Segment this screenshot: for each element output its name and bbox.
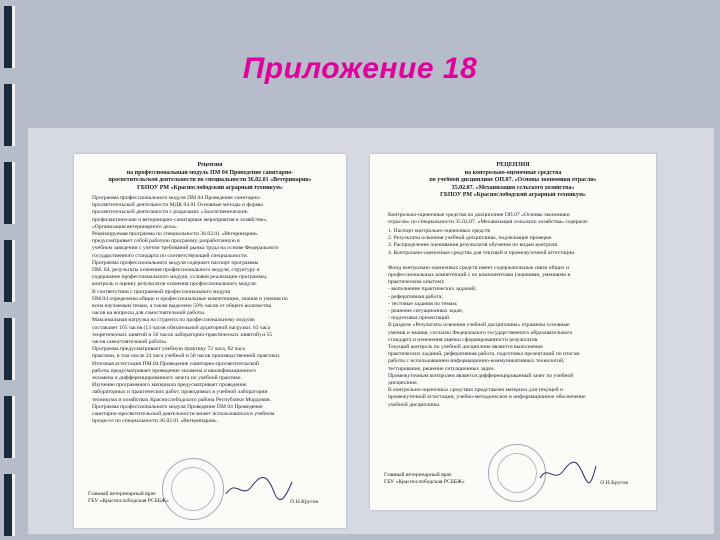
- body-line: практики, в том числе 24 часа учебной и 58 часов производственной практики.: [92, 353, 281, 360]
- contents-list: [370, 226, 656, 257]
- body-line: Контрольно-оценочные средства по дисциплине ОП.07 «Основы экономики: [388, 211, 570, 218]
- heading-line: просветительской деятельности по специальности 36.02.01 «Ветеринария»: [108, 177, 312, 183]
- list-item: 4. Контрольно-оценочные средства для текущей и промежуточной аттестации.: [388, 249, 576, 256]
- signature-line: Главный ветеринарный врач: [384, 472, 452, 478]
- body-line: Итоговая аттестация ПМ.04 Проведение санитарно-просветительской: [92, 360, 259, 367]
- signature-block: [88, 491, 169, 505]
- body-line: ПМ.04 определены общие и профессиональные компетенции, знания и умения по: [92, 295, 288, 302]
- body-line: практических заданий, реферативная работа, подготовка презентаций по итогам: [388, 351, 580, 358]
- body-line: практическим опытом):: [388, 279, 445, 286]
- official-stamp: [162, 458, 224, 520]
- signature-block: [384, 472, 465, 486]
- body-line: отрасли» по специальности 35.02.07. «Механизация сельского хозяйства» содержат:: [388, 218, 589, 225]
- body-line: профилактические и ветеринарно-санитарные мероприятия в хозяйстве»,: [92, 216, 268, 223]
- body-line: В соответствии с программой профессионального модуля: [92, 288, 230, 295]
- heading-line: ГБПОУ РМ «Краснослободский аграрный техникум»: [440, 192, 586, 198]
- body-line: - тестовые задания по темам;: [388, 300, 458, 307]
- body-line: часов самостоятельной работы.: [92, 339, 168, 346]
- list-item: 3. Распределение оценивания результатов обучения по видам контроля.: [388, 242, 559, 249]
- body-line: просветительской деятельности МДК 04.01 Основные методы и формы: [92, 202, 263, 209]
- body-line: работы с использованием информационно-коммуникативных технологий,: [388, 358, 565, 365]
- heading-line: ГБПОУ РМ «Краснослободский аграрный техникум»: [137, 184, 283, 191]
- body-line: содержание профессионального модуля, условия реализации программы,: [92, 274, 268, 281]
- list-item: 1. Паспорт контрольно-оценочных средств: [388, 227, 490, 234]
- body-line: - решение ситуационных задач;: [388, 307, 464, 314]
- edge-mark: [4, 84, 15, 146]
- body-line: умения и знания, согласно Федерального государственного образовательного: [388, 329, 573, 336]
- document-intro: [370, 200, 656, 226]
- body-line: Программа профессионального модуля ПМ 04 Проведение санитарно-: [92, 195, 261, 201]
- document-heading: [370, 154, 656, 200]
- body-line: составляет 165 часов (13 часов обязательной аудиторной нагрузки: 63 часа: [92, 324, 271, 331]
- body-line: Программа профессионального модуля Проведение ПМ 04 Проведение: [92, 403, 263, 410]
- document-panel: [28, 128, 714, 534]
- body-line: предусматривает собой рабочую программу, разработанную в: [92, 238, 240, 245]
- document-body: [74, 192, 346, 426]
- body-line: - выполнение практических заданий;: [388, 286, 477, 293]
- body-line: В разделе «Результаты освоения учебной дисциплины» отражены основные: [388, 322, 570, 329]
- body-line: «Организация ветеринарного дела».: [92, 223, 179, 230]
- body-line: контроль и оценку результатов освоения профессионального модуля.: [92, 281, 257, 288]
- heading-line: на контрольно-оценочные средства: [464, 169, 562, 176]
- heading-line: на профессиональный модуль ПМ 04 Проведение санитарно-: [126, 169, 294, 176]
- edge-mark: [4, 474, 15, 536]
- document-body: [370, 257, 656, 409]
- body-line: тестирование, решение ситуационных задач.: [388, 365, 495, 372]
- body-line: лабораторных и практических работ, проводимых в учебной лаборатории: [92, 389, 268, 396]
- document-heading: [74, 154, 346, 192]
- heading-line: по учебной дисциплине ОП.07. «Основы экономики отрасли»: [429, 177, 597, 183]
- signer-name: О.Н.Кругов: [600, 480, 628, 486]
- body-line: Программа профессионального модуля содержит паспорт программы: [92, 259, 259, 266]
- body-line: государственного стандарта по соответствующей специальности.: [92, 252, 248, 259]
- edge-mark: [4, 162, 15, 224]
- body-line: учебной дисциплины.: [388, 401, 441, 408]
- body-line: экзамена и дифференцированного зачета по учебной практике.: [92, 375, 242, 382]
- heading-line: РЕЦЕНЗИЯ: [496, 162, 530, 168]
- body-line: всем изучаемым темам, а также выделено 50% часов от общего количества: [92, 303, 272, 310]
- heading-line: 35.02.07. «Механизация сельского хозяйства»: [451, 184, 575, 191]
- signer-name: О.Н.Кругов: [290, 499, 318, 505]
- body-line: работы предусматривает проведение экзамена и квалификационного: [92, 367, 256, 374]
- body-line: санитарно-просветительской деятельности может использоваться в учебном: [92, 411, 275, 418]
- edge-mark: [4, 396, 15, 458]
- body-line: Рецензируемая программа по специальности 36.02.01 «Ветеринария»: [92, 231, 258, 238]
- body-line: просветительской деятельности с разделами: «Зоогигиенические,: [92, 209, 249, 216]
- list-item: 2. Результаты освоения учебной дисциплины, подлежащие проверке.: [388, 235, 553, 242]
- review-document-op07: [370, 154, 656, 510]
- heading-line: Рецензия: [197, 162, 223, 168]
- review-document-pm04: [74, 154, 346, 528]
- body-line: техникума и хозяйствах Краснослободского района Республики Мордовия.: [92, 396, 271, 403]
- body-line: стандарта и изменения оценки сформированности результатов.: [388, 336, 539, 343]
- body-line: Изучение программного материала предусматривает проведение: [92, 382, 247, 389]
- body-line: - реферативная работа;: [388, 293, 443, 300]
- body-line: промежуточной аттестации, учебно-методическое и информационное обеспечение: [388, 394, 586, 401]
- body-line: процессе по специальности 36.02.01 «Ветеринария».: [92, 418, 219, 425]
- body-line: ПМ. 04, результаты освоения профессионального модуля, структуру и: [92, 267, 260, 274]
- body-line: учебном заведении с учетом требований рынка труда на основе Федерального: [92, 245, 279, 252]
- body-line: профессиональных компетенций с их компонентами (знаниями, умениями и: [388, 271, 571, 278]
- body-line: дисциплине.: [388, 379, 418, 386]
- slide-title: Приложение 18: [242, 52, 478, 85]
- handwritten-signature: [224, 474, 294, 502]
- body-line: Программа предусматривает учебную практику 72 часа, 82 часа: [92, 346, 245, 353]
- signature-line: ГБУ «Краснослободская РСББЖ»: [384, 479, 465, 486]
- body-line: Промежуточным контролем является дифференцированный зачет по учебной: [388, 372, 574, 379]
- signature-line: ГБУ «Краснослободская РСББЖ»: [88, 498, 169, 505]
- body-line: часов на вопросы для самостоятельной работы.: [92, 310, 206, 317]
- signature-line: Главный ветеринарный врач: [88, 491, 156, 497]
- body-line: Текущий контроль по учебной дисциплине является выполнение: [388, 343, 543, 350]
- body-line: - подготовка презентаций.: [388, 315, 451, 322]
- body-line: теоретических занятий и 50 часов лабораторно-практических занятий) и 55: [92, 331, 273, 338]
- body-line: В контрольно-оценочных средствах представлен материал для текущей и: [388, 387, 563, 394]
- edge-mark: [4, 318, 15, 380]
- handwritten-signature: [538, 460, 598, 486]
- body-line: Максимальная нагрузка на студента по профессиональному модулю: [92, 317, 255, 324]
- edge-mark: [4, 240, 15, 302]
- body-line: Фонд контрольно-оценочных средств имеет содержательные связи общих и: [388, 264, 569, 271]
